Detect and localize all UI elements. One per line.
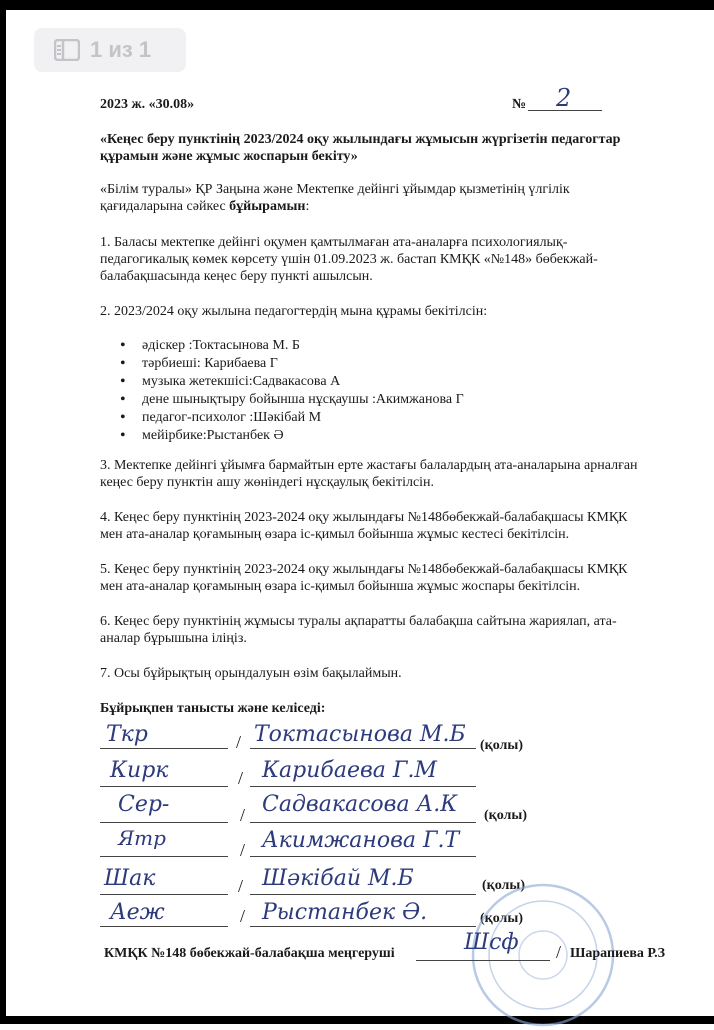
signature-line-4 [100,856,228,857]
name-line-6 [250,926,476,927]
signature-label-5: (қолы) [482,878,525,893]
preamble-line-2: қағидаларына сәйкес бұйырамын: [100,199,310,214]
head-separator: / [556,942,562,962]
head-position: КМҚК №148 бөбекжай-балабақша меңгерушi [104,946,395,961]
list-item: • мейірбике:Рыстанбек Ә [142,427,464,445]
list-item: • педагог-психолог :Шәкібай М [142,409,464,427]
list-item: • әдіскер :Токтасынова М. Б [142,337,464,355]
separator-6: / [240,906,246,926]
item-3-line-1: 3. Мектепке дейінгі ұйымға бармайтын ерте жастағы балалардың ата-аналарына арналған [100,458,638,473]
item-5-line-1: 5. Кеңес беру пунктінің 2023-2024 оқу жылындағы №148бөбекжай-балабақшасы КМҚК [100,562,628,577]
item-1-line-2: педагогикалық көмек көрсету үшін 01.09.2023 ж. бастап КМҚК «№148» бөбекжай- [100,252,598,267]
signature-initials-2: Кирк [110,758,169,783]
item-4-line-2: мен ата-аналар қоғамының өзара іс-қимыл бойынша жұмыс кестесі бекітілсін. [100,527,570,542]
staff-list [118,337,464,445]
item-2: 2. 2023/2024 оқу жылына педагогтердің мына құрамы бекітілсін: [100,304,488,319]
signature-initials-3: Сер- [118,792,170,817]
title-line-1: «Кеңес беру пунктінің 2023/2024 оқу жылындағы жұмысын жүргізетін педагогтар [100,132,621,147]
separator-3: / [240,805,246,825]
list-item: • тәрбиеші: Карибаева Г [142,355,464,373]
signature-name-2: Карибаева Г.М [262,758,437,783]
signature-label-1: (қолы) [480,738,523,753]
signature-name-1: Токтасынова М.Б [254,722,466,747]
preamble-line-1: «Білім туралы» ҚР Заңына және Мектепке дейінгі ұйымдар қызметінің үлгілік [100,182,570,197]
signature-line-3 [100,822,228,823]
list-item: • дене шынықтыру бойынша нұсқаушы :Акимжанова Г [142,391,464,409]
signature-line-1 [100,748,228,749]
page-indicator-text: 1 из 1 [90,37,152,62]
screen-frame-left [0,0,6,1024]
item-6-line-2: аналар бұрышына іліңіз. [100,631,247,646]
signature-label-6: (қолы) [480,911,523,926]
separator-1: / [236,732,242,752]
item-3-line-2: кеңес беру пунктін ашу жөніндегі нұсқаулық бекітілсін. [100,475,435,490]
page-indicator[interactable] [34,28,186,72]
signature-line-5 [100,894,228,895]
item-4-line-1: 4. Кеңес беру пунктінің 2023-2024 оқу жылындағы №148бөбекжай-балабақшасы КМҚК [100,510,628,525]
list-item: • музыка жетекшісі:Садвакасова А [142,373,464,391]
document-date: 2023 ж. «30.08» [100,97,195,112]
head-signature: Шсф [464,930,519,955]
signature-label-3: (қолы) [484,808,527,823]
document-number-label: № [512,97,527,112]
head-name: Шарапиева Р.З [570,946,666,961]
separator-5: / [238,876,244,896]
signature-initials-1: Ткр [106,722,148,747]
acknowledgement-heading: Бұйрықпен танысты және келіседі: [100,701,326,716]
screen-frame-top [0,0,714,10]
item-1-line-1: 1. Баласы мектепке дейінгі оқумен қамтылмаған ата-аналарға психологиялық- [100,235,568,250]
item-6-line-1: 6. Кеңес беру пунктінің жұмысы туралы ақпаратты балабақша сайтына жариялап, ата- [100,614,617,629]
name-line-2 [250,786,476,787]
name-line-5 [250,894,476,895]
signature-initials-4: Ятр [118,826,166,850]
signature-initials-6: Аеж [110,900,165,925]
signature-name-6: Рыстанбек Ә. [262,900,428,925]
separator-4: / [240,840,246,860]
title-line-2: құрамын және жұмыс жоспарын бекіту» [100,149,358,164]
signature-line-2 [100,786,228,787]
signature-line-6 [100,926,228,927]
pages-icon [54,39,80,61]
separator-2: / [238,768,244,788]
signature-name-3: Садвакасова А.К [262,792,458,817]
name-line-4 [250,856,476,857]
signature-name-5: Шәкібай М.Б [262,866,414,891]
item-7: 7. Осы бұйрықтың орындалуын өзім бақылаймын. [100,666,402,681]
name-line-3 [250,822,476,823]
signature-name-4: Акимжанова Г.Т [262,828,460,853]
head-signature-line [416,960,550,961]
name-line-1 [250,748,476,749]
document-number-value: 2 [556,84,572,112]
item-5-line-2: мен ата-аналар қоғамының өзара іс-қимыл бойынша жұмыс жоспары бекітілсін. [100,579,581,594]
signature-initials-5: Шак [104,866,156,891]
item-1-line-3: балабақшасында кеңес беру пункті ашылсын. [100,269,373,284]
